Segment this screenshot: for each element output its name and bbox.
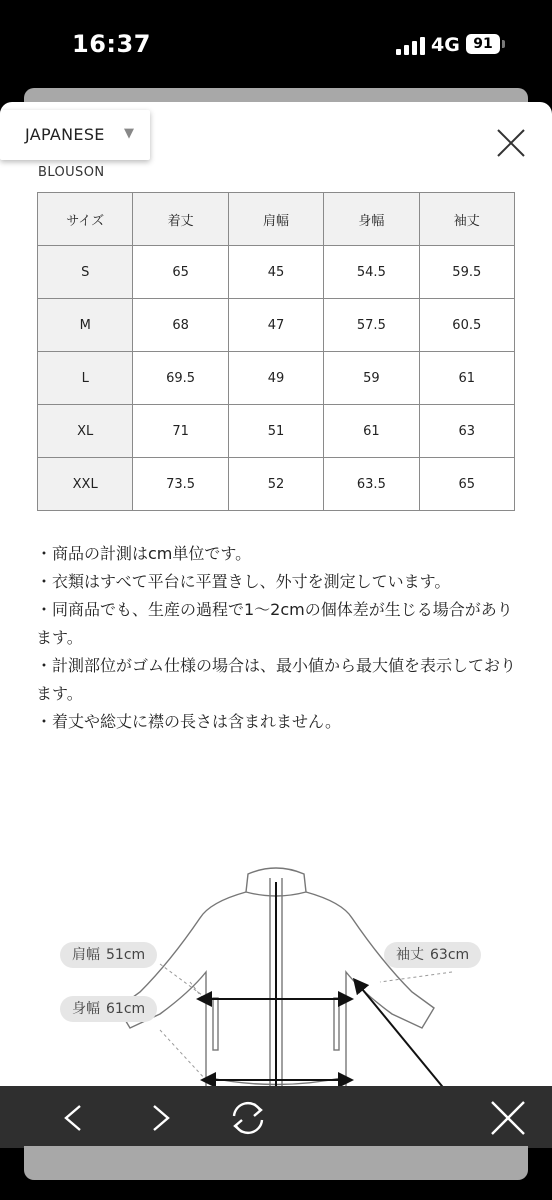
header-body-width: 身幅 bbox=[324, 193, 419, 246]
table-cell: 45 bbox=[228, 246, 323, 299]
signal-icon bbox=[396, 37, 426, 55]
status-bar bbox=[0, 0, 552, 92]
table-cell: 59 bbox=[324, 352, 419, 405]
background-sheet-bottom bbox=[24, 1146, 528, 1180]
note-item: ・商品の計測はcm単位です。 bbox=[36, 544, 252, 563]
back-button[interactable] bbox=[52, 1096, 96, 1140]
table-cell: 61 bbox=[419, 352, 514, 405]
table-row bbox=[38, 246, 515, 299]
table-row bbox=[38, 405, 515, 458]
table-cell: 47 bbox=[228, 299, 323, 352]
product-name: BLOUSON bbox=[38, 165, 105, 180]
chevron-down-icon: ▼ bbox=[124, 126, 134, 141]
table-row bbox=[38, 299, 515, 352]
close-icon bbox=[494, 126, 528, 160]
status-time: 16:37 bbox=[72, 30, 151, 58]
table-cell: 54.5 bbox=[324, 246, 419, 299]
measurement-diagram bbox=[0, 822, 552, 1088]
measurement-notes bbox=[36, 540, 526, 736]
table-cell: 65 bbox=[133, 246, 228, 299]
size-table bbox=[37, 192, 515, 511]
chevron-left-icon bbox=[52, 1096, 96, 1140]
forward-button[interactable] bbox=[138, 1096, 182, 1140]
table-cell: 57.5 bbox=[324, 299, 419, 352]
language-select[interactable] bbox=[0, 110, 150, 160]
table-cell: 69.5 bbox=[133, 352, 228, 405]
table-cell: 63.5 bbox=[324, 458, 419, 511]
reload-button[interactable] bbox=[226, 1096, 270, 1140]
table-cell: M bbox=[38, 299, 133, 352]
body-width-label: 身幅 61cm bbox=[60, 996, 157, 1022]
table-cell: XL bbox=[38, 405, 133, 458]
close-button[interactable] bbox=[494, 126, 528, 160]
table-header-row bbox=[38, 193, 515, 246]
table-cell: 51 bbox=[228, 405, 323, 458]
table-cell: 61 bbox=[324, 405, 419, 458]
shoulder-label: 肩幅 51cm bbox=[60, 942, 157, 968]
header-length: 着丈 bbox=[133, 193, 228, 246]
reload-icon bbox=[226, 1096, 270, 1140]
note-item: ・衣類はすべて平台に平置きし、外寸を測定しています。 bbox=[36, 572, 451, 591]
note-item: ・着丈や総丈に襟の長さは含まれません。 bbox=[36, 712, 341, 731]
battery-icon: 91 bbox=[466, 34, 500, 54]
table-cell: 65 bbox=[419, 458, 514, 511]
table-cell: 52 bbox=[228, 458, 323, 511]
sleeve-label: 袖丈 63cm bbox=[384, 942, 481, 968]
battery-nub bbox=[502, 40, 505, 48]
table-cell: 59.5 bbox=[419, 246, 514, 299]
header-shoulder: 肩幅 bbox=[228, 193, 323, 246]
table-cell: XXL bbox=[38, 458, 133, 511]
size-guide-modal bbox=[0, 102, 552, 1088]
network-type: 4G bbox=[431, 34, 460, 56]
chevron-right-icon bbox=[138, 1096, 182, 1140]
table-cell: 73.5 bbox=[133, 458, 228, 511]
table-cell: S bbox=[38, 246, 133, 299]
close-view-button[interactable] bbox=[486, 1096, 530, 1140]
note-item: ・計測部位がゴム仕様の場合は、最小値から最大値を表示しております。 bbox=[36, 656, 517, 703]
close-icon bbox=[486, 1096, 530, 1140]
table-row bbox=[38, 352, 515, 405]
header-size: サイズ bbox=[38, 193, 133, 246]
note-item: ・同商品でも、生産の過程で1〜2cmの個体差が生じる場合があります。 bbox=[36, 600, 513, 647]
table-cell: 49 bbox=[228, 352, 323, 405]
language-label: JAPANESE bbox=[25, 125, 105, 144]
browser-toolbar bbox=[0, 1086, 552, 1148]
table-cell: 60.5 bbox=[419, 299, 514, 352]
table-cell: 68 bbox=[133, 299, 228, 352]
header-sleeve: 袖丈 bbox=[419, 193, 514, 246]
table-cell: 71 bbox=[133, 405, 228, 458]
table-cell: 63 bbox=[419, 405, 514, 458]
table-row bbox=[38, 458, 515, 511]
table-cell: L bbox=[38, 352, 133, 405]
